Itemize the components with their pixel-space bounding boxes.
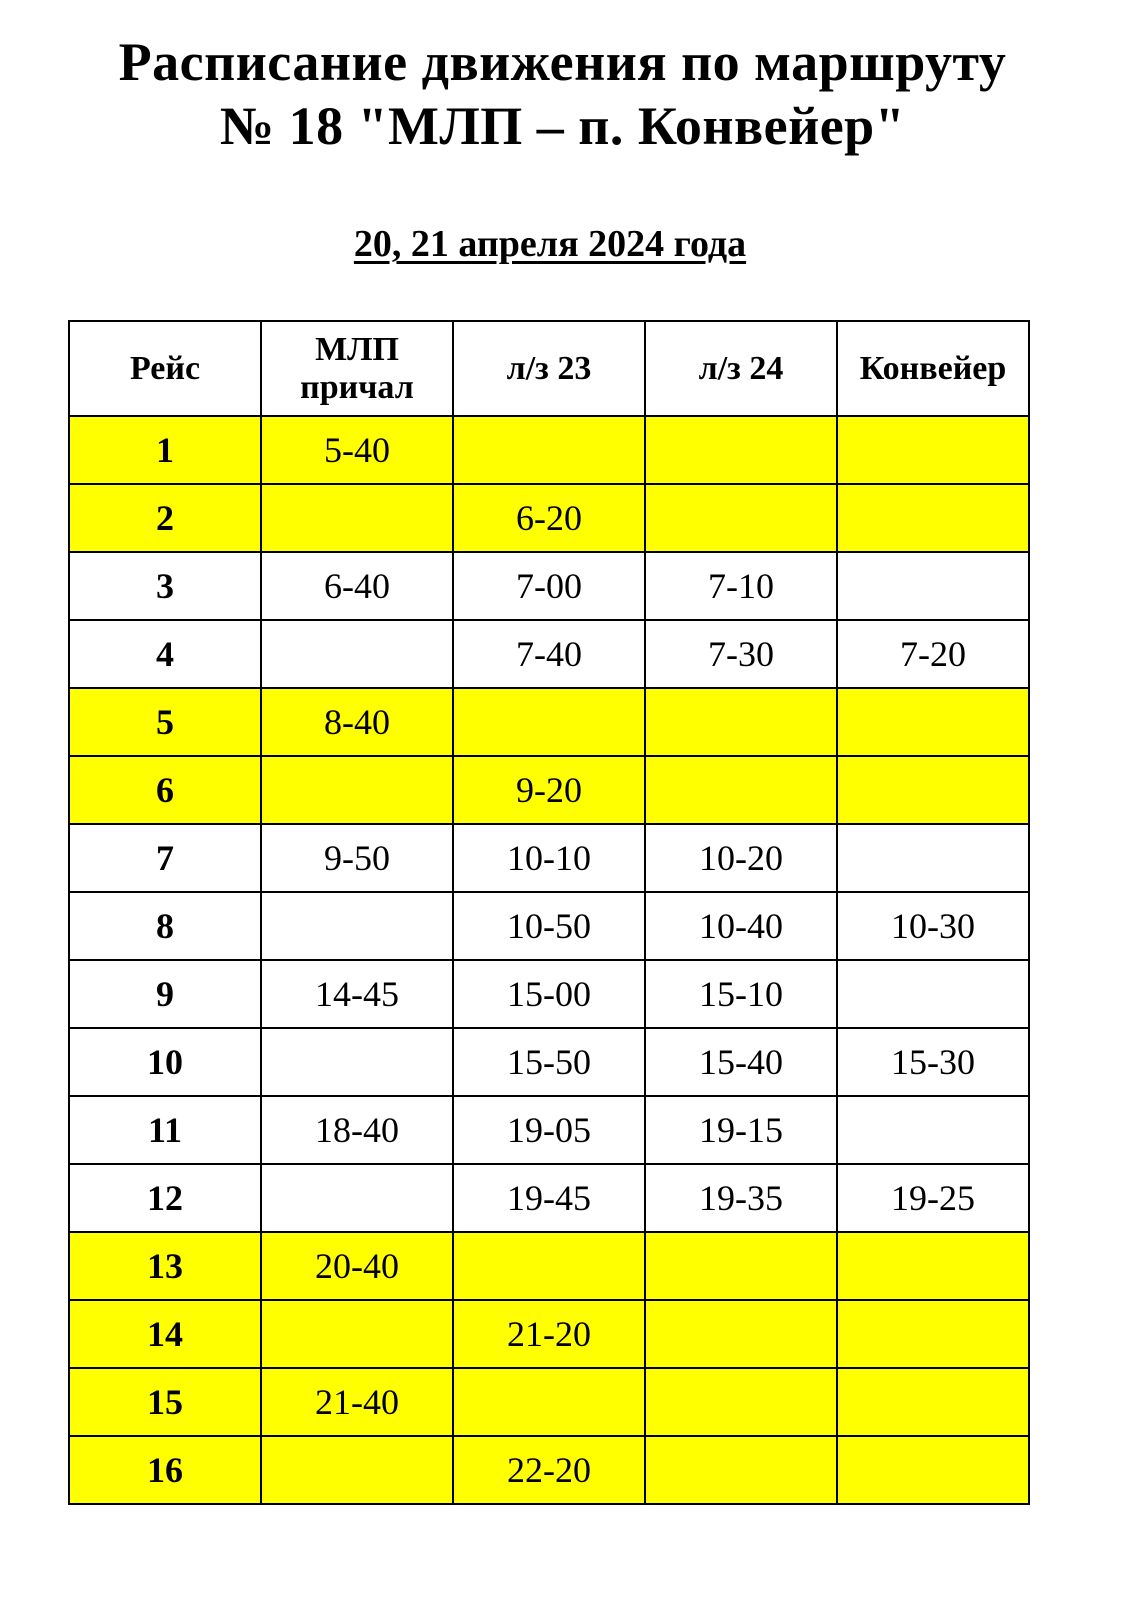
cell-trip: 15 (69, 1368, 261, 1436)
cell-lz24 (645, 1436, 837, 1504)
cell-lz24 (645, 484, 837, 552)
cell-lz23: 19-05 (453, 1096, 645, 1164)
cell-lz23 (453, 688, 645, 756)
table-row (69, 960, 1029, 1028)
header-mlp-pier (261, 321, 453, 416)
cell-conveyor (837, 960, 1029, 1028)
cell-mlp-pier: 20-40 (261, 1232, 453, 1300)
cell-conveyor: 15-30 (837, 1028, 1029, 1096)
header-row (69, 321, 1029, 416)
page-title-line-2: № 18 "МЛП – п. Конвейер" (219, 96, 906, 156)
cell-mlp-pier: 5-40 (261, 416, 453, 484)
cell-lz23: 10-50 (453, 892, 645, 960)
table-row (69, 1436, 1029, 1504)
header-mlp-line-1: МЛП (315, 330, 399, 368)
cell-trip: 14 (69, 1300, 261, 1368)
page-title-line-1: Расписание движения по маршруту (118, 32, 1007, 92)
cell-conveyor (837, 484, 1029, 552)
cell-trip: 12 (69, 1164, 261, 1232)
cell-conveyor: 19-25 (837, 1164, 1029, 1232)
table-row (69, 824, 1029, 892)
cell-lz23 (453, 1368, 645, 1436)
cell-mlp-pier (261, 1164, 453, 1232)
cell-lz23: 7-00 (453, 552, 645, 620)
table-row (69, 1232, 1029, 1300)
header-conveyor: Конвейер (837, 321, 1029, 416)
cell-trip: 9 (69, 960, 261, 1028)
cell-mlp-pier (261, 1300, 453, 1368)
cell-trip: 16 (69, 1436, 261, 1504)
cell-mlp-pier (261, 1028, 453, 1096)
cell-lz24 (645, 1232, 837, 1300)
cell-lz23: 19-45 (453, 1164, 645, 1232)
cell-trip: 4 (69, 620, 261, 688)
cell-conveyor: 7-20 (837, 620, 1029, 688)
cell-lz24 (645, 416, 837, 484)
cell-trip: 7 (69, 824, 261, 892)
header-mlp-line-2: причал (300, 368, 414, 406)
cell-mlp-pier: 18-40 (261, 1096, 453, 1164)
cell-trip: 11 (69, 1096, 261, 1164)
table-row (69, 416, 1029, 484)
cell-mlp-pier: 21-40 (261, 1368, 453, 1436)
cell-lz23 (453, 416, 645, 484)
cell-lz23: 7-40 (453, 620, 645, 688)
cell-conveyor (837, 416, 1029, 484)
cell-trip: 10 (69, 1028, 261, 1096)
cell-lz24 (645, 756, 837, 824)
cell-mlp-pier: 8-40 (261, 688, 453, 756)
schedule-table-body (69, 416, 1029, 1504)
cell-trip: 8 (69, 892, 261, 960)
cell-mlp-pier: 6-40 (261, 552, 453, 620)
table-row (69, 688, 1029, 756)
cell-lz24 (645, 1368, 837, 1436)
cell-conveyor (837, 1368, 1029, 1436)
schedule-date (0, 220, 1100, 268)
table-row (69, 1164, 1029, 1232)
table-row (69, 484, 1029, 552)
cell-trip: 3 (69, 552, 261, 620)
cell-lz24: 19-35 (645, 1164, 837, 1232)
cell-trip: 13 (69, 1232, 261, 1300)
cell-lz24: 15-40 (645, 1028, 837, 1096)
cell-lz23: 6-20 (453, 484, 645, 552)
cell-lz24: 19-15 (645, 1096, 837, 1164)
cell-mlp-pier (261, 756, 453, 824)
schedule-date-text: 20, 21 апреля 2024 года (353, 223, 747, 265)
table-row (69, 552, 1029, 620)
cell-conveyor (837, 756, 1029, 824)
cell-lz24: 10-20 (645, 824, 837, 892)
cell-lz24: 15-10 (645, 960, 837, 1028)
cell-lz23: 22-20 (453, 1436, 645, 1504)
table-row (69, 1368, 1029, 1436)
cell-conveyor (837, 552, 1029, 620)
cell-conveyor (837, 688, 1029, 756)
cell-mlp-pier (261, 620, 453, 688)
cell-mlp-pier (261, 892, 453, 960)
header-lz24: л/з 24 (645, 321, 837, 416)
cell-lz23 (453, 1232, 645, 1300)
cell-lz23: 21-20 (453, 1300, 645, 1368)
table-row (69, 620, 1029, 688)
cell-conveyor: 10-30 (837, 892, 1029, 960)
cell-mlp-pier (261, 1436, 453, 1504)
cell-lz23: 9-20 (453, 756, 645, 824)
table-row (69, 892, 1029, 960)
cell-lz24 (645, 1300, 837, 1368)
cell-trip: 2 (69, 484, 261, 552)
cell-lz24: 7-30 (645, 620, 837, 688)
table-row (69, 1300, 1029, 1368)
cell-conveyor (837, 1096, 1029, 1164)
header-trip: Рейс (69, 321, 261, 416)
cell-trip: 6 (69, 756, 261, 824)
cell-trip: 5 (69, 688, 261, 756)
cell-lz23: 15-50 (453, 1028, 645, 1096)
schedule-table (68, 320, 1030, 1505)
header-lz23: л/з 23 (453, 321, 645, 416)
cell-conveyor (837, 1232, 1029, 1300)
schedule-table-header (69, 321, 1029, 416)
cell-lz24 (645, 688, 837, 756)
table-row (69, 1096, 1029, 1164)
table-row (69, 1028, 1029, 1096)
table-row (69, 756, 1029, 824)
cell-trip: 1 (69, 416, 261, 484)
cell-conveyor (837, 1300, 1029, 1368)
cell-mlp-pier: 14-45 (261, 960, 453, 1028)
cell-mlp-pier: 9-50 (261, 824, 453, 892)
cell-lz23: 15-00 (453, 960, 645, 1028)
page-title (0, 30, 1125, 158)
cell-conveyor (837, 1436, 1029, 1504)
cell-lz23: 10-10 (453, 824, 645, 892)
cell-lz24: 7-10 (645, 552, 837, 620)
cell-mlp-pier (261, 484, 453, 552)
cell-lz24: 10-40 (645, 892, 837, 960)
cell-conveyor (837, 824, 1029, 892)
